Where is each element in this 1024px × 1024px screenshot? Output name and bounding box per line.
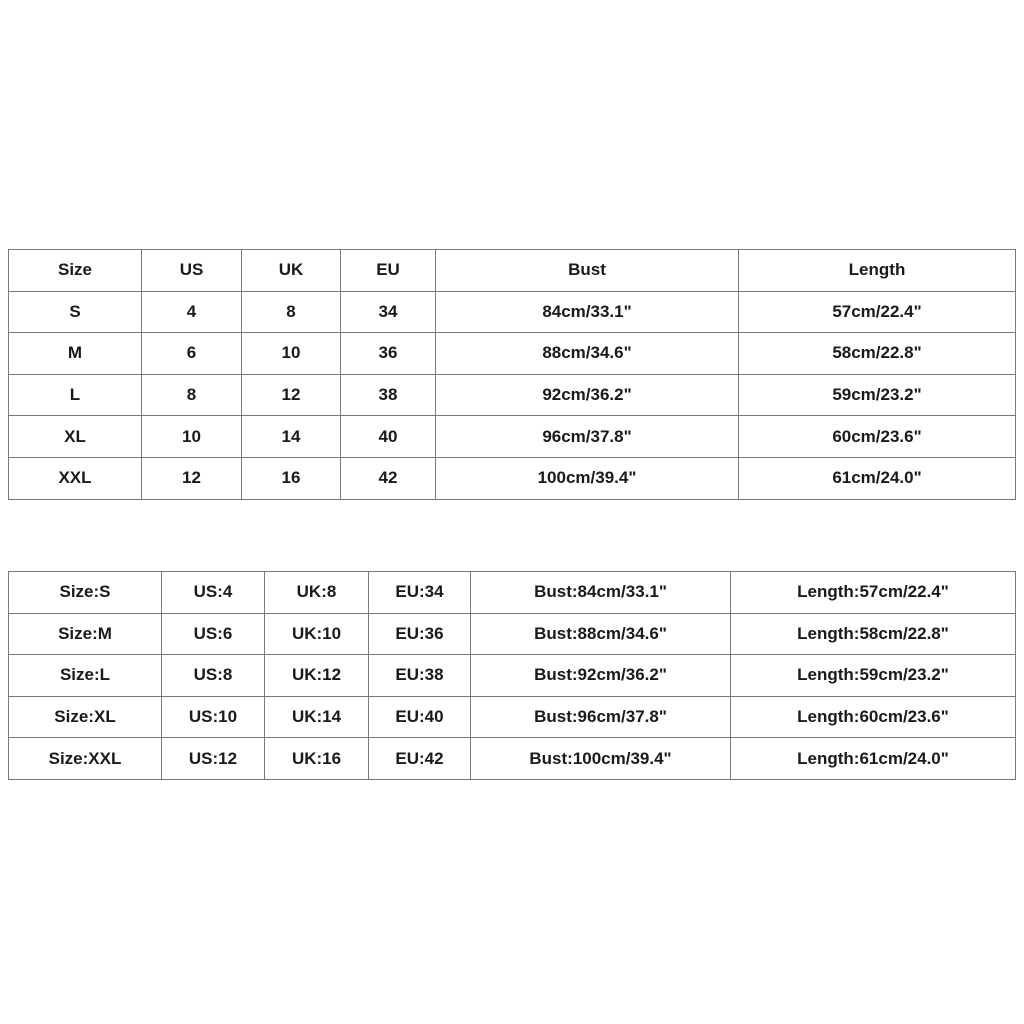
cell-length: Length:57cm/22.4" [731,572,1016,614]
cell-eu: 36 [341,333,436,375]
cell-eu: EU:40 [369,696,471,738]
cell-size: XL [9,416,142,458]
cell-eu: EU:34 [369,572,471,614]
cell-size: Size:XL [9,696,162,738]
cell-length: Length:58cm/22.8" [731,613,1016,655]
cell-length: Length:60cm/23.6" [731,696,1016,738]
table-header-row [9,250,1016,292]
table-row [9,374,1016,416]
cell-bust: Bust:96cm/37.8" [471,696,731,738]
cell-eu: 42 [341,457,436,499]
table-row [9,572,1016,614]
cell-us: US:8 [162,655,265,697]
cell-eu: 40 [341,416,436,458]
cell-length: 58cm/22.8" [739,333,1016,375]
cell-size: Size:XXL [9,738,162,780]
cell-length: 59cm/23.2" [739,374,1016,416]
table-row [9,416,1016,458]
cell-size: Size:M [9,613,162,655]
header-cell-length: Length [739,250,1016,292]
cell-size: L [9,374,142,416]
cell-bust: Bust:92cm/36.2" [471,655,731,697]
cell-uk: 10 [242,333,341,375]
header-cell-bust: Bust [436,250,739,292]
cell-uk: 16 [242,457,341,499]
cell-eu: EU:36 [369,613,471,655]
cell-us: US:6 [162,613,265,655]
cell-eu: 34 [341,291,436,333]
table-row [9,291,1016,333]
cell-us: 8 [142,374,242,416]
cell-us: US:12 [162,738,265,780]
table-row [9,655,1016,697]
cell-size: Size:L [9,655,162,697]
cell-uk: UK:12 [265,655,369,697]
cell-uk: UK:8 [265,572,369,614]
cell-us: US:10 [162,696,265,738]
table-row [9,457,1016,499]
cell-bust: 88cm/34.6" [436,333,739,375]
cell-bust: Bust:84cm/33.1" [471,572,731,614]
cell-bust: 84cm/33.1" [436,291,739,333]
cell-eu: EU:42 [369,738,471,780]
cell-size: M [9,333,142,375]
cell-uk: 12 [242,374,341,416]
cell-uk: 8 [242,291,341,333]
size-chart-table [8,249,1016,500]
header-cell-us: US [142,250,242,292]
cell-bust: Bust:100cm/39.4" [471,738,731,780]
table-row [9,696,1016,738]
header-cell-size: Size [9,250,142,292]
cell-uk: UK:14 [265,696,369,738]
cell-length: Length:59cm/23.2" [731,655,1016,697]
size-chart-table-labeled [8,571,1016,780]
cell-bust: 96cm/37.8" [436,416,739,458]
cell-eu: 38 [341,374,436,416]
table-row [9,738,1016,780]
cell-length: 61cm/24.0" [739,457,1016,499]
cell-uk: UK:16 [265,738,369,780]
cell-us: US:4 [162,572,265,614]
cell-length: 57cm/22.4" [739,291,1016,333]
cell-eu: EU:38 [369,655,471,697]
cell-us: 12 [142,457,242,499]
header-cell-uk: UK [242,250,341,292]
cell-bust: 100cm/39.4" [436,457,739,499]
cell-uk: 14 [242,416,341,458]
cell-bust: Bust:88cm/34.6" [471,613,731,655]
cell-us: 6 [142,333,242,375]
cell-uk: UK:10 [265,613,369,655]
cell-length: 60cm/23.6" [739,416,1016,458]
cell-length: Length:61cm/24.0" [731,738,1016,780]
header-cell-eu: EU [341,250,436,292]
cell-size: S [9,291,142,333]
table-row [9,333,1016,375]
table-row [9,613,1016,655]
cell-us: 10 [142,416,242,458]
cell-size: Size:S [9,572,162,614]
cell-us: 4 [142,291,242,333]
cell-size: XXL [9,457,142,499]
cell-bust: 92cm/36.2" [436,374,739,416]
